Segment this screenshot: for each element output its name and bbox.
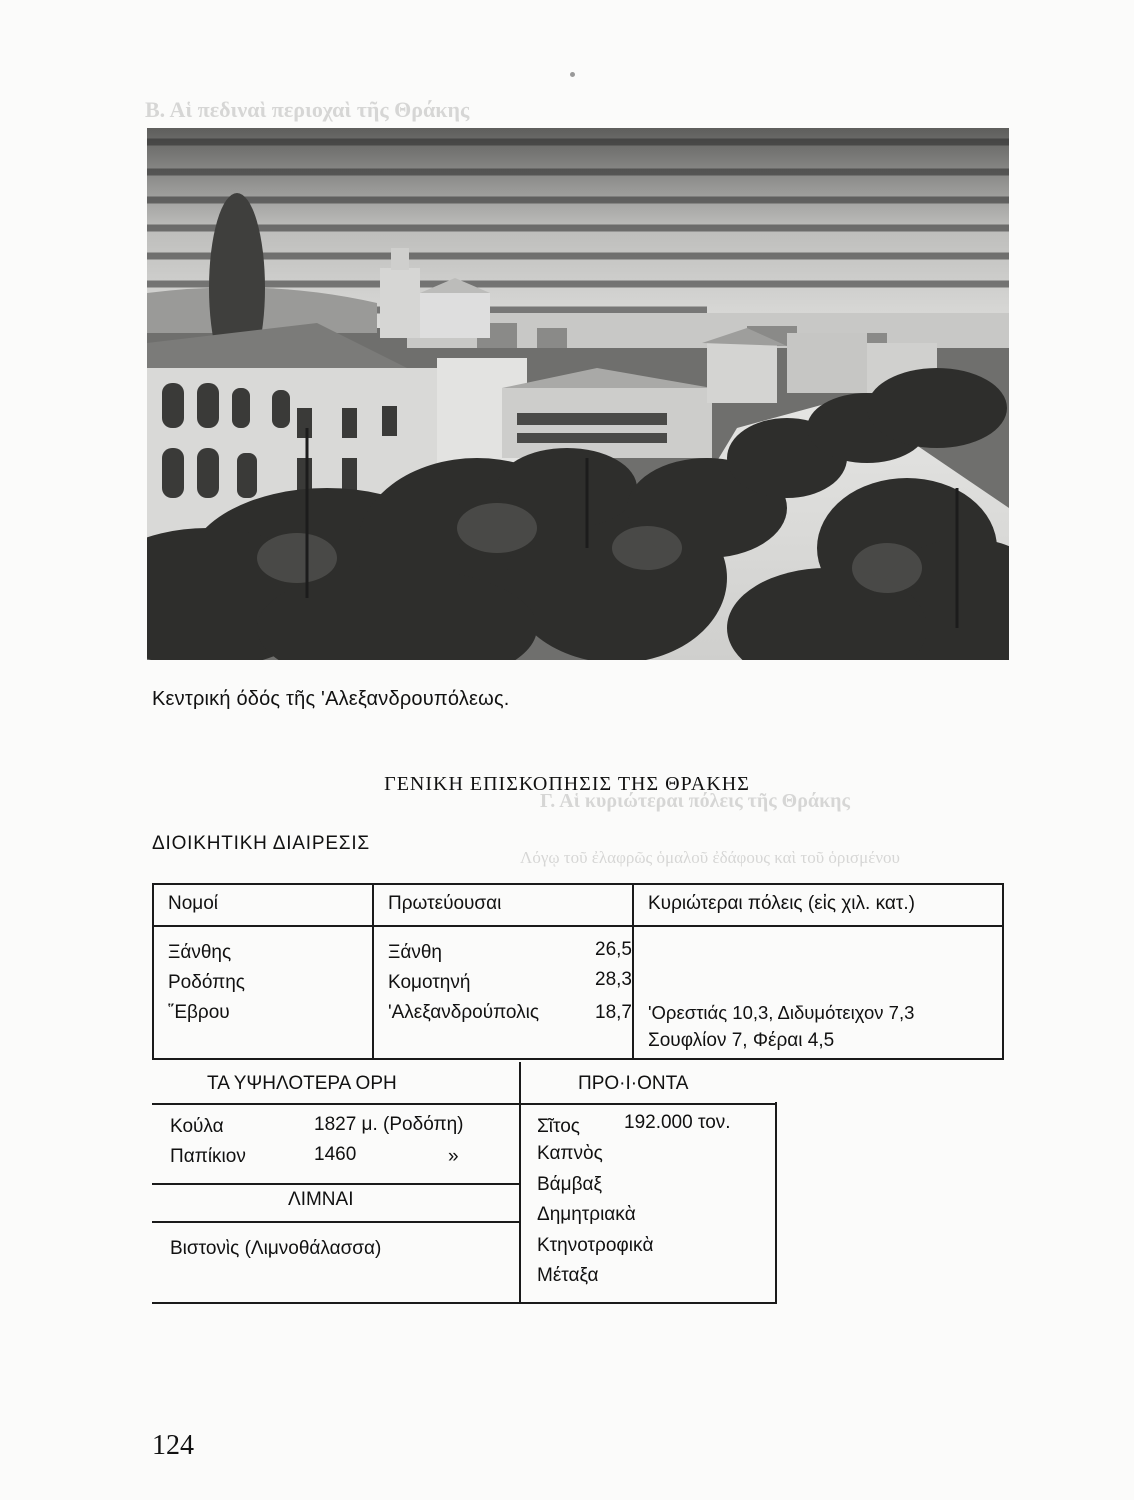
product-value: 192.000 τον.	[624, 1112, 731, 1133]
table-rule	[152, 883, 154, 1058]
main-title: ΓΕΝΙΚΗ ΕΠΙΣΚΟΠΗΣΙΣ ΤΗΣ ΘΡΑΚΗΣ	[384, 773, 750, 795]
bleed-through-line: Γ. Αἱ κυριώτεραι πόλεις τῆς Θράκης	[540, 790, 850, 812]
capital-name: Κομοτηνή	[388, 972, 471, 993]
capital-population: 28,3	[595, 969, 632, 990]
mountain-height: 1460	[314, 1144, 357, 1165]
lake-name: Βιστονὶς (Λιμνοθάλασσα)	[170, 1238, 382, 1259]
product-name: Μέταξα	[537, 1265, 599, 1286]
admin-section-title: ΔΙΟΙΚΗΤΙΚΗ ΔΙΑΙΡΕΣΙΣ	[152, 833, 370, 854]
mountain-name: Παπίκιον	[170, 1146, 246, 1167]
capital-name: Ξάνθη	[388, 942, 442, 963]
main-cities: 'Ορεστιάς 10,3, Διδυμότειχον 7,3	[648, 1002, 915, 1023]
lakes-title: ΛΙΜΝΑΙ	[288, 1189, 354, 1210]
table-rule	[372, 883, 374, 1058]
capital-name: 'Αλεξανδρούπολις	[388, 1002, 540, 1023]
header-main-cities: Κυριώτεραι πόλεις (εἰς χιλ. κατ.)	[648, 893, 915, 914]
page-number: 124	[152, 1430, 194, 1461]
photo-central-street	[147, 128, 1009, 660]
table-rule	[519, 1062, 521, 1302]
table-rule	[152, 1058, 1004, 1060]
mountain-name: Κούλα	[170, 1116, 224, 1137]
capital-population: 26,5	[595, 939, 632, 960]
product-name: Κτηνοτροφικὰ	[537, 1235, 654, 1256]
header-capitals: Πρωτεύουσαι	[388, 893, 502, 914]
table-rule	[152, 1221, 519, 1223]
mountains-title: ΤΑ ΥΨΗΛΟΤΕΡΑ ΟΡΗ	[207, 1073, 397, 1094]
table-rule	[152, 1302, 777, 1304]
nomos-name: ῞Εβρου	[168, 1002, 230, 1023]
scan-speck	[570, 72, 575, 77]
table-rule	[1002, 883, 1004, 1058]
main-cities: Σουφλίον 7, Φέραι 4,5	[648, 1030, 835, 1051]
bleed-through-line: Β. Αἱ πεδιναὶ περιοχαὶ τῆς Θράκης	[145, 97, 470, 122]
table-rule	[152, 1183, 519, 1185]
photo-caption: Κεντρική όδός τῆς 'Αλεξανδρουπόλεως.	[152, 688, 510, 710]
product-name: Σῖτος	[537, 1116, 580, 1137]
header-nomoi: Νομοί	[168, 893, 219, 914]
product-name: Δημητριακὰ	[537, 1204, 636, 1225]
mountain-height: 1827 μ. (Ροδόπη)	[314, 1114, 464, 1135]
nomos-name: Ροδόπης	[168, 972, 245, 993]
nomos-name: Ξάνθης	[168, 942, 232, 963]
products-title: ΠΡΟ·Ι·ΟΝΤΑ	[578, 1073, 689, 1094]
table-rule	[152, 883, 1004, 885]
ditto-mark: »	[448, 1146, 459, 1167]
table-rule	[152, 925, 1004, 927]
table-rule	[152, 1103, 777, 1105]
table-rule	[775, 1102, 777, 1302]
product-name: Καπνὸς	[537, 1143, 603, 1164]
capital-population: 18,7	[595, 1002, 632, 1023]
table-rule	[632, 883, 634, 1058]
bleed-through-line: Λόγῳ τοῦ ἐλαφρῶς ὁμαλοῦ ἐδάφους καὶ τοῦ ὁρισμένου	[520, 848, 900, 867]
product-name: Βάμβαξ	[537, 1174, 603, 1195]
